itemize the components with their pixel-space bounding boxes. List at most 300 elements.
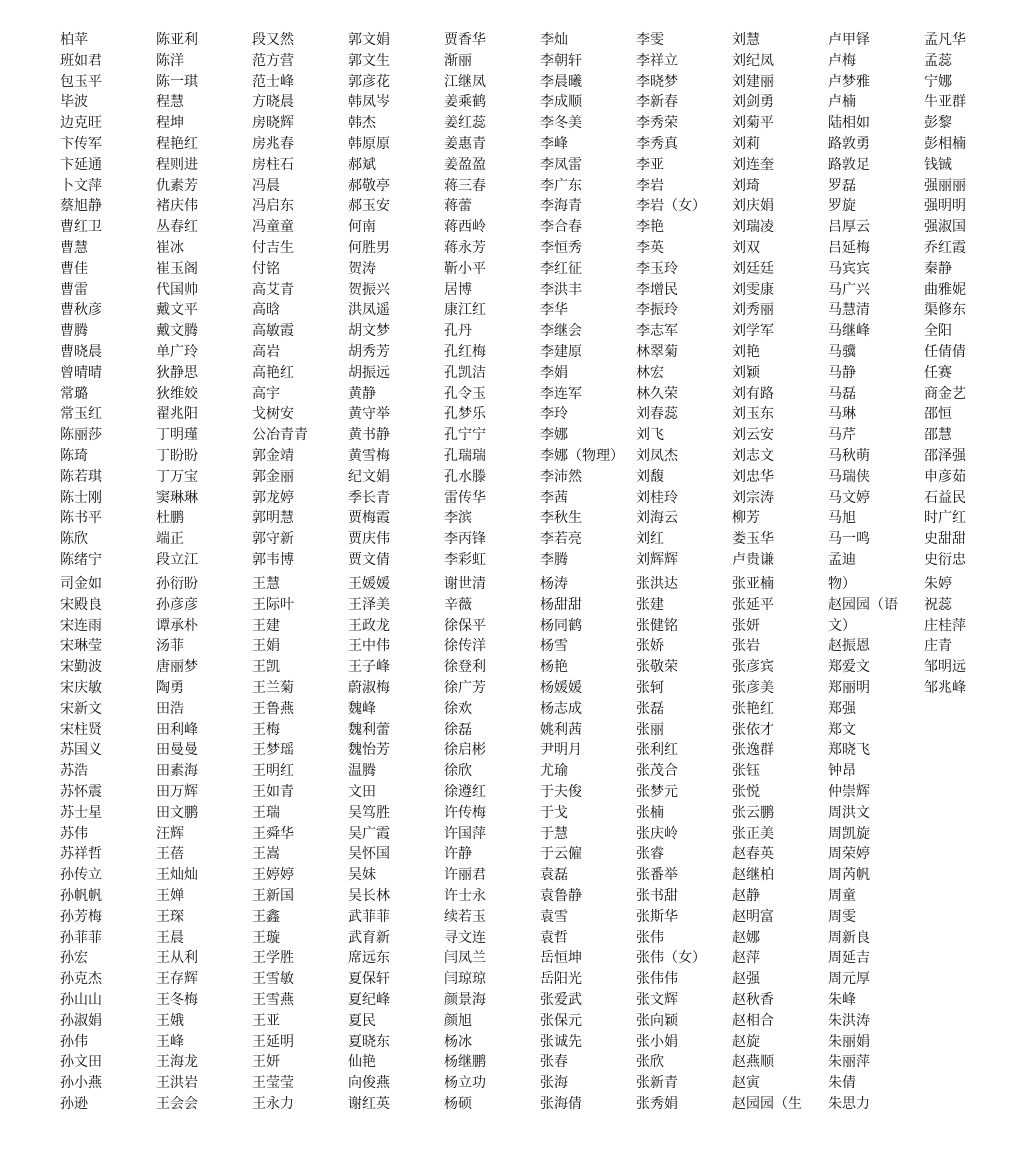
name-entry: 周延吉 (828, 950, 870, 967)
name-entry: 王妍 (252, 1054, 280, 1071)
name-entry: 王永力 (252, 1095, 294, 1112)
name-entry: 刘馥 (636, 468, 664, 485)
name-entry: 仙艳 (348, 1054, 376, 1071)
name-entry: 杨艳 (540, 659, 568, 676)
name-column (924, 30, 1010, 571)
name-entry: 孙衍盼 (156, 576, 198, 592)
name-column (156, 574, 252, 1115)
name-entry: 杨继鹏 (444, 1054, 486, 1071)
name-entry: 宋勤波 (60, 659, 102, 676)
name-entry: 张伟 (636, 929, 664, 946)
name-entry: 申彦茹 (924, 468, 966, 485)
name-entry: 王凯 (252, 659, 280, 676)
name-entry: 李海青 (540, 198, 582, 215)
name-entry: 庄青 (924, 638, 952, 655)
name-column (60, 30, 156, 571)
name-entry: 丁盼盼 (156, 447, 198, 464)
name-entry: 李玲 (540, 406, 568, 423)
name-entry: 陈绪宁 (60, 551, 102, 568)
name-entry: 褚庆伟 (156, 198, 198, 215)
name-entry: 包玉平 (60, 73, 102, 90)
name-entry: 李峰 (540, 135, 568, 152)
name-entry: 郭金靖 (252, 447, 294, 464)
name-entry: 孔水滕 (444, 468, 486, 485)
name-entry: 张磊 (636, 700, 664, 717)
name-entry: 陈欣 (60, 531, 88, 548)
name-entry: 孙淑娟 (60, 1012, 102, 1029)
name-entry: 闫琼琼 (444, 971, 486, 988)
name-entry: 张欣 (636, 1054, 664, 1071)
name-entry: 康江红 (444, 302, 486, 319)
name-entry: 边克旺 (60, 115, 102, 132)
name-entry: 张睿 (636, 846, 664, 863)
name-entry: 陆相如 (828, 115, 870, 132)
name-entry: 刘雯康 (732, 281, 774, 298)
name-entry: 刘宗涛 (732, 489, 774, 506)
name-entry: 王璇 (252, 929, 280, 946)
name-entry: 孙逊 (60, 1095, 88, 1112)
name-entry: 吕延梅 (828, 239, 870, 256)
name-entry: 贾庆伟 (348, 531, 390, 548)
name-entry: 李广东 (540, 177, 582, 194)
name-entry: 邹明远 (924, 659, 966, 676)
name-entry: 刘菊平 (732, 115, 774, 132)
name-entry: 张诚先 (540, 1033, 582, 1050)
name-entry: 张洪达 (636, 576, 678, 592)
name-entry: 宋琳莹 (60, 638, 102, 655)
name-entry: 物） (828, 576, 856, 592)
name-entry: 陈若琪 (60, 468, 102, 485)
name-entry: 王中伟 (348, 638, 390, 655)
name-entry: 刘建丽 (732, 73, 774, 90)
name-entry: 钱铖 (924, 156, 952, 173)
name-entry: 付吉生 (252, 239, 294, 256)
name-entry: 赵秋香 (732, 991, 774, 1008)
name-entry: 刘艳 (732, 343, 760, 360)
name-entry: 范方营 (252, 52, 294, 69)
name-entry: 王莹莹 (252, 1075, 294, 1092)
name-entry: 司金如 (60, 576, 102, 592)
name-entry: 李亚 (636, 156, 664, 173)
name-entry: 郭龙婷 (252, 489, 294, 506)
name-entry: 刘剑勇 (732, 94, 774, 111)
name-entry: 赵娜 (732, 929, 760, 946)
name-entry: 张彦美 (732, 679, 774, 696)
name-entry: 王慧 (252, 576, 280, 592)
name-column (348, 574, 444, 1115)
name-entry: 陈书平 (60, 510, 102, 527)
name-entry: 任赛 (924, 364, 952, 381)
name-entry: 狄维姣 (156, 385, 198, 402)
name-entry: 李朝轩 (540, 52, 582, 69)
name-entry: 李玉玲 (636, 260, 678, 277)
name-entry: 全阳 (924, 323, 952, 340)
name-entry: 崔冰 (156, 239, 184, 256)
name-entry: 曹雷 (60, 281, 88, 298)
name-entry: 文田 (348, 783, 376, 800)
name-entry: 苏浩 (60, 763, 88, 780)
name-entry: 李娜 (540, 427, 568, 444)
name-entry: 刘连奎 (732, 156, 774, 173)
name-entry: 公冶青青 (252, 427, 308, 444)
name-entry: 强淑国 (924, 219, 966, 236)
name-entry: 王际叶 (252, 596, 294, 613)
name-entry: 孙小燕 (60, 1075, 102, 1092)
name-entry: 罗磊 (828, 177, 856, 194)
name-entry: 乔红霞 (924, 239, 966, 256)
name-entry: 丛春红 (156, 219, 198, 236)
name-entry: 王梅 (252, 721, 280, 738)
name-entry: 孙伟 (60, 1033, 88, 1050)
name-entry: 路敦勇 (828, 135, 870, 152)
name-entry: 卞传军 (60, 135, 102, 152)
name-entry: 杨雪 (540, 638, 568, 655)
name-entry: 李振玲 (636, 302, 678, 319)
name-entry: 宋新文 (60, 700, 102, 717)
name-entry: 李连军 (540, 385, 582, 402)
name-entry: 石益民 (924, 489, 966, 506)
name-entry: 孔丹 (444, 323, 472, 340)
name-entry: 张云鹏 (732, 804, 774, 821)
name-entry: 田万辉 (156, 783, 198, 800)
name-entry: 魏峰 (348, 700, 376, 717)
name-entry: 周雯 (828, 908, 856, 925)
name-entry: 张新青 (636, 1075, 678, 1092)
name-entry: 刘慧 (732, 32, 760, 48)
name-entry: 袁磊 (540, 867, 568, 884)
name-entry: 曾晴晴 (60, 364, 102, 381)
name-entry: 李灿 (540, 32, 568, 48)
name-entry: 张爱武 (540, 991, 582, 1008)
name-entry: 程则进 (156, 156, 198, 173)
name-entry: 张轲 (636, 679, 664, 696)
name-entry: 钟昂 (828, 763, 856, 780)
name-entry: 蔡旭静 (60, 198, 102, 215)
name-entry: 田曼曼 (156, 742, 198, 759)
name-entry: 李晨曦 (540, 73, 582, 90)
name-entry: 时广红 (924, 510, 966, 527)
name-entry: 马骥 (828, 343, 856, 360)
name-entry: 冯晨 (252, 177, 280, 194)
name-entry: 孔红梅 (444, 343, 486, 360)
name-entry: 苏怀震 (60, 783, 102, 800)
name-entry: 戴文腾 (156, 323, 198, 340)
name-entry: 居博 (444, 281, 472, 298)
name-entry: 卞延通 (60, 156, 102, 173)
name-entry: 张斯华 (636, 908, 678, 925)
name-entry: 赵振恩 (828, 638, 870, 655)
name-entry: 张番举 (636, 867, 678, 884)
name-entry: 王建 (252, 617, 280, 634)
name-entry: 蒋三春 (444, 177, 486, 194)
name-entry: 纪文娟 (348, 468, 390, 485)
name-entry: 赵园园（生 (732, 1095, 802, 1112)
name-entry: 张艳红 (732, 700, 774, 717)
name-entry: 蒋西岭 (444, 219, 486, 236)
name-column (924, 574, 1010, 1115)
name-entry: 江继凤 (444, 73, 486, 90)
name-entry: 程慧 (156, 94, 184, 111)
name-entry: 宋柱贤 (60, 721, 102, 738)
name-entry: 袁鲁静 (540, 887, 582, 904)
name-entry: 刘双 (732, 239, 760, 256)
name-entry: 高岩 (252, 343, 280, 360)
name-entry: 刘海云 (636, 510, 678, 527)
name-entry: 王存辉 (156, 971, 198, 988)
name-entry: 王新国 (252, 887, 294, 904)
name-entry: 徐欣 (444, 763, 472, 780)
name-entry: 吴笃胜 (348, 804, 390, 821)
name-entry: 祝蕊 (924, 596, 952, 613)
name-entry: 李凤雷 (540, 156, 582, 173)
name-entry: 姚利茜 (540, 721, 582, 738)
name-entry: 朱倩 (828, 1075, 856, 1092)
name-entry: 陶勇 (156, 679, 184, 696)
name-entry: 任倩倩 (924, 343, 966, 360)
name-entry: 曹腾 (60, 323, 88, 340)
name-entry: 张钰 (732, 763, 760, 780)
name-entry: 渐丽 (444, 52, 472, 69)
name-entry: 温腾 (348, 763, 376, 780)
name-entry: 房柱石 (252, 156, 294, 173)
name-entry: 孟蕊 (924, 52, 952, 69)
name-entry: 高宇 (252, 385, 280, 402)
name-entry: 代国帅 (156, 281, 198, 298)
name-entry: 王婵 (156, 887, 184, 904)
name-entry: 张逸群 (732, 742, 774, 759)
name-entry: 王峰 (156, 1033, 184, 1050)
name-entry: 贺涛 (348, 260, 376, 277)
name-entry: 赵寅 (732, 1075, 760, 1092)
name-column (540, 30, 636, 571)
name-entry: 李冬美 (540, 115, 582, 132)
name-entry: 刘辉辉 (636, 551, 678, 568)
name-entry: 孙芳梅 (60, 908, 102, 925)
name-entry: 魏利蕾 (348, 721, 390, 738)
name-entry: 韩凤岑 (348, 94, 390, 111)
name-entry: 夏纪峰 (348, 991, 390, 1008)
name-entry: 强明明 (924, 198, 966, 215)
name-entry: 朱峰 (828, 991, 856, 1008)
name-entry: 曲雅妮 (924, 281, 966, 298)
name-entry: 赵萍 (732, 950, 760, 967)
name-entry: 渠修东 (924, 302, 966, 319)
name-entry: 王延明 (252, 1033, 294, 1050)
name-entry: 李沛然 (540, 468, 582, 485)
name-entry: 卢梦雅 (828, 73, 870, 90)
name-entry: 李志军 (636, 323, 678, 340)
name-entry: 马一鸣 (828, 531, 870, 548)
name-entry: 赵旋 (732, 1033, 760, 1050)
name-entry: 卢贵谦 (732, 551, 774, 568)
name-entry: 商金艺 (924, 385, 966, 402)
name-entry: 曹红卫 (60, 219, 102, 236)
name-entry: 王鑫 (252, 908, 280, 925)
name-entry: 何南 (348, 219, 376, 236)
name-entry: 卢楠 (828, 94, 856, 111)
name-entry: 张悦 (732, 783, 760, 800)
name-entry: 马琳 (828, 406, 856, 423)
name-entry: 贾文倩 (348, 551, 390, 568)
name-entry: 夏保轩 (348, 971, 390, 988)
name-entry: 赵静 (732, 887, 760, 904)
name-entry: 王晨 (156, 929, 184, 946)
name-list-upper-section (60, 30, 1010, 571)
name-entry: 张娇 (636, 638, 664, 655)
name-entry: 王娟 (252, 638, 280, 655)
name-entry: 李新春 (636, 94, 678, 111)
name-entry: 刘桂玲 (636, 489, 678, 506)
name-entry: 仲崇辉 (828, 783, 870, 800)
name-entry: 孙传立 (60, 867, 102, 884)
name-entry: 刘颖 (732, 364, 760, 381)
name-entry: 郑爱文 (828, 659, 870, 676)
name-entry: 颜旭 (444, 1012, 472, 1029)
name-entry: 尤瑜 (540, 763, 568, 780)
name-column (636, 574, 732, 1115)
name-entry: 徐遵红 (444, 783, 486, 800)
name-entry: 李增民 (636, 281, 678, 298)
name-entry: 郭文生 (348, 52, 390, 69)
name-entry: 陈士刚 (60, 489, 102, 506)
name-entry: 赵强 (732, 971, 760, 988)
name-entry: 谢世清 (444, 576, 486, 592)
name-entry: 庄桂萍 (924, 617, 966, 634)
name-entry: 许传梅 (444, 804, 486, 821)
name-entry: 房兆春 (252, 135, 294, 152)
name-entry: 刘凤杰 (636, 447, 678, 464)
name-entry: 孔瑞瑞 (444, 447, 486, 464)
name-entry: 周荣婷 (828, 846, 870, 863)
name-entry: 朱丽娟 (828, 1033, 870, 1050)
name-entry: 颜景海 (444, 991, 486, 1008)
name-entry: 王嵩 (252, 846, 280, 863)
name-entry: 刘春蕊 (636, 406, 678, 423)
name-entry: 邹兆峰 (924, 679, 966, 696)
name-entry: 卢梅 (828, 52, 856, 69)
name-entry: 张岩 (732, 638, 760, 655)
name-entry: 张亚楠 (732, 576, 774, 592)
name-entry: 方晓晨 (252, 94, 294, 111)
name-entry: 范士峰 (252, 73, 294, 90)
name-entry: 孙宏 (60, 950, 88, 967)
name-entry: 刘琦 (732, 177, 760, 194)
name-entry: 李合春 (540, 219, 582, 236)
name-entry: 李雯 (636, 32, 664, 48)
name-entry: 邵恒 (924, 406, 952, 423)
name-entry: 王舜华 (252, 825, 294, 842)
name-entry: 郭彦花 (348, 73, 390, 90)
name-entry: 洪凤遥 (348, 302, 390, 319)
name-entry: 郭明慧 (252, 510, 294, 527)
name-entry: 王海龙 (156, 1054, 198, 1071)
name-entry: 冯童童 (252, 219, 294, 236)
name-entry: 贾香华 (444, 32, 486, 48)
name-entry: 杨冰 (444, 1033, 472, 1050)
name-entry: 徐传洋 (444, 638, 486, 655)
name-entry: 岳恒坤 (540, 950, 582, 967)
name-entry: 高晗 (252, 302, 280, 319)
name-entry: 孙彦彦 (156, 596, 198, 613)
name-entry: 刘庆娟 (732, 198, 774, 215)
name-entry: 刘廷廷 (732, 260, 774, 277)
name-entry: 翟兆阳 (156, 406, 198, 423)
name-entry: 王瑞 (252, 804, 280, 821)
name-entry: 何胜男 (348, 239, 390, 256)
name-entry: 曹秋彦 (60, 302, 102, 319)
name-entry: 张利红 (636, 742, 678, 759)
name-entry: 陈洋 (156, 52, 184, 69)
name-entry: 李娜（物理） (540, 447, 624, 464)
name-entry: 韩原原 (348, 135, 390, 152)
name-entry: 马瑞侠 (828, 468, 870, 485)
name-entry: 马旭 (828, 510, 856, 527)
name-entry: 黄守举 (348, 406, 390, 423)
name-entry: 杨立功 (444, 1075, 486, 1092)
name-entry: 周凯旋 (828, 825, 870, 842)
name-entry: 李华 (540, 302, 568, 319)
name-entry: 郑文 (828, 721, 856, 738)
name-entry: 苏祥哲 (60, 846, 102, 863)
name-entry: 王明红 (252, 763, 294, 780)
name-entry: 窦琳琳 (156, 489, 198, 506)
name-entry: 吴怀国 (348, 846, 390, 863)
name-entry: 张伟（女） (636, 950, 706, 967)
name-entry: 林久荣 (636, 385, 678, 402)
name-entry: 单广玲 (156, 343, 198, 360)
name-entry: 杨同鹤 (540, 617, 582, 634)
name-entry: 李若亮 (540, 531, 582, 548)
name-grid-upper (60, 30, 1010, 571)
name-entry: 陈丽莎 (60, 427, 102, 444)
name-entry: 曹晓晨 (60, 343, 102, 360)
name-entry: 袁雪 (540, 908, 568, 925)
name-entry: 王鲁燕 (252, 700, 294, 717)
name-entry: 蒋蕾 (444, 198, 472, 215)
name-grid-lower (60, 574, 1010, 1115)
name-entry: 李腾 (540, 551, 568, 568)
name-entry: 王雪敏 (252, 971, 294, 988)
name-entry: 牛亚群 (924, 94, 966, 111)
name-column (252, 30, 348, 571)
name-entry: 姜红蕊 (444, 115, 486, 132)
name-entry: 周元厚 (828, 971, 870, 988)
name-column (732, 30, 828, 571)
name-entry: 冯启东 (252, 198, 294, 215)
name-entry: 王泽美 (348, 596, 390, 613)
name-entry: 雷传华 (444, 489, 486, 506)
name-entry: 端正 (156, 531, 184, 548)
name-entry: 刘学军 (732, 323, 774, 340)
name-entry: 田素海 (156, 763, 198, 780)
name-entry: 张丽 (636, 721, 664, 738)
name-entry: 陈亚利 (156, 32, 198, 48)
name-entry: 王从利 (156, 950, 198, 967)
name-entry: 王洪岩 (156, 1075, 198, 1092)
name-entry: 张敬荣 (636, 659, 678, 676)
name-entry: 陈一琪 (156, 73, 198, 90)
name-entry: 徐磊 (444, 721, 472, 738)
name-entry: 孔令玉 (444, 385, 486, 402)
name-entry: 李成顺 (540, 94, 582, 111)
name-entry: 苏伟 (60, 825, 88, 842)
name-entry: 张小娟 (636, 1033, 678, 1050)
name-entry: 马磊 (828, 385, 856, 402)
name-entry: 王雪燕 (252, 991, 294, 1008)
name-entry: 赵明富 (732, 908, 774, 925)
name-entry: 李红征 (540, 260, 582, 277)
name-entry: 黄静 (348, 385, 376, 402)
